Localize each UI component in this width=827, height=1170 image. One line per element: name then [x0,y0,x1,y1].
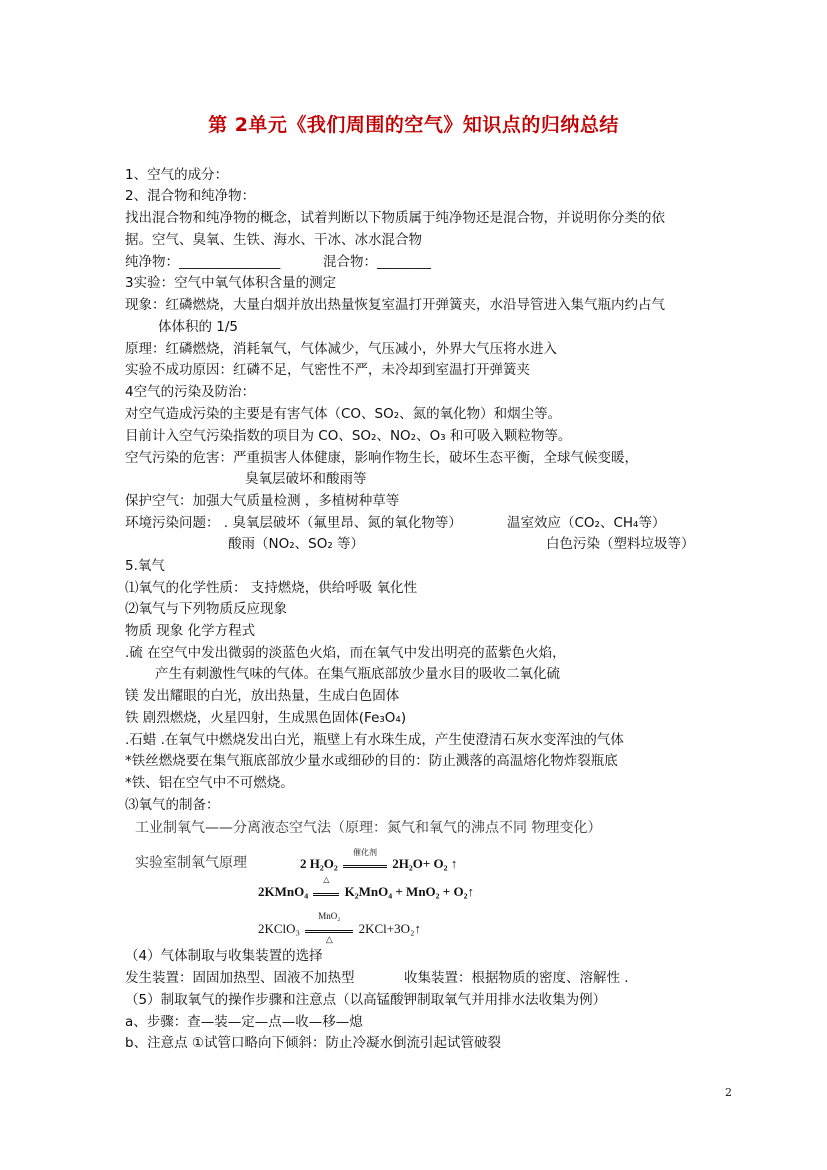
text-line: 酸雨（NO₂、SO₂ 等） [228,536,365,552]
eq3-products: 2KCl+3O₂↑ [358,921,422,936]
text-line: ⑶氧气的制备： [125,797,220,813]
section-1-heading: 1、空气的成分： [125,167,229,183]
text-line: a、步骤：查—装—定—点—收—移—熄 [125,1014,363,1030]
text-line: 现象：红磷燃烧，大量白烟并放出热量恢复室温打开弹簧夹，水沿导管进入集气瓶内约占气 [125,297,665,313]
eq3-reactants: 2KClO₃ [258,921,301,936]
text-line: 镁 发出耀眼的白光，放出热量，生成白色固体 [125,688,400,704]
text-line: *铁、铝在空气中不可燃烧。 [125,775,294,791]
eq1-reactants: 2 H₂O₂ [300,856,338,871]
section-2-heading: 2、混合物和纯净物： [125,188,256,204]
text-line: *铁丝燃烧要在集气瓶底部放少量水或细砂的目的：防止溅落的高温熔化物炸裂瓶底 [125,753,618,769]
eq1-catalyst: 催化剂 [353,848,378,857]
pure-substance-blank: 纯净物：_______________ [125,254,281,270]
equation-potassium-chlorate [258,911,422,944]
text-line: 找出混合物和纯净物的概念，试着判断以下物质属于纯净物还是混合物，并说明你分类的依 [125,210,665,226]
text-line: 据。空气、臭氧、生铁、海水、干冰、冰水混合物 [125,232,422,248]
equation-potassium-permanganate [258,875,474,900]
text-line: 收集装置：根据物质的密度、溶解性 . [404,970,629,986]
section-5-heading: 5.氧气 [125,558,165,574]
text-line: b、注意点 ①试管口略向下倾斜：防止冷凝水倒流引起试管破裂 [125,1035,501,1051]
lab-oxygen-label: 实验室制氧气原理 [135,855,247,871]
text-line: ⑴氧气的化学性质： 支持燃烧，供给呼吸 氧化性 [125,580,418,596]
text-line: ⑵氧气与下列物质反应现象 [125,601,287,617]
eq3-heat: △ [325,934,333,944]
text-line: 原理：红磷燃烧，消耗氧气，气体减少，气压减小，外界大气压将水进入 [125,341,557,357]
equation-hydrogen-peroxide [300,848,458,872]
industrial-oxygen-line: 工业制氧气——分离液态空气法（原理：氮气和氧气的沸点不同 物理变化） [135,820,602,836]
text-line: 环境污染问题： . 臭氧层破坏（氟里昂、氮的氧化物等） [125,515,462,531]
text-line: 产生有刺激性气味的气体。在集气瓶底部放少量水目的吸收二氧化硫 [155,666,560,682]
text-line: 物质 现象 化学方程式 [125,623,256,639]
text-line: 对空气造成污染的主要是有害气体（CO、SO₂、氮的氧化物）和烟尘等。 [125,406,562,422]
page-number: 2 [725,1086,732,1099]
eq2-reactants: 2KMnO₄ [258,884,309,899]
text-line: 铁 剧烈燃烧，火星四射，生成黑色固体(Fe₃O₄) [125,710,407,726]
text-line: 空气污染的危害：严重损害人体健康，影响作物生长，破坏生态平衡，全球气候变暖， [125,450,638,466]
text-line: 白色污染（塑料垃圾等） [546,536,695,552]
page-title: 第 2单元《我们周围的空气》知识点的归纳总结 [208,114,619,136]
section-4-heading: 4空气的污染及防治： [125,384,256,400]
text-line: 保护空气：加强大气质量检测 ，多植树种草等 [125,493,400,509]
text-line: 发生装置：固固加热型、固液不加热型 [125,970,355,986]
eq2-heat: △ [323,875,330,884]
eq3-catalyst: MnO₂ [318,911,341,921]
text-line: 实验不成功原因：红磷不足，气密性不严，未冷却到室温打开弹簧夹 [125,362,530,378]
text-line: 目前计入空气污染指数的项目为 CO、SO₂、NO₂、O₃ 和可吸入颗粒物等。 [125,428,572,444]
eq2-products: K₂MnO₄ + MnO₂ + O₂↑ [344,884,474,899]
text-line: （4）气体制取与收集装置的选择 [125,948,323,964]
text-line: 温室效应（CO₂、CH₄等） [507,515,666,531]
text-line: .石蜡 .在氧气中燃烧发出白光，瓶壁上有水珠生成，产生使澄清石灰水变浑浊的气体 [125,732,624,748]
eq1-products: 2H₂O+ O₂ ↑ [392,856,458,871]
text-line: .硫 在空气中发出微弱的淡蓝色火焰，而在氧气中发出明亮的蓝紫色火焰， [125,645,566,661]
mixture-blank: 混合物：________ [323,254,431,270]
text-line: 体体积的 1/5 [158,319,239,335]
text-line: 臭氧层破坏和酸雨等 [245,471,367,487]
text-line: （5）制取氧气的操作步骤和注意点（以高锰酸钾制取氧气并用排水法收集为例） [125,992,607,1008]
section-3-heading: 3实验：空气中氧气体积含量的测定 [125,275,337,291]
